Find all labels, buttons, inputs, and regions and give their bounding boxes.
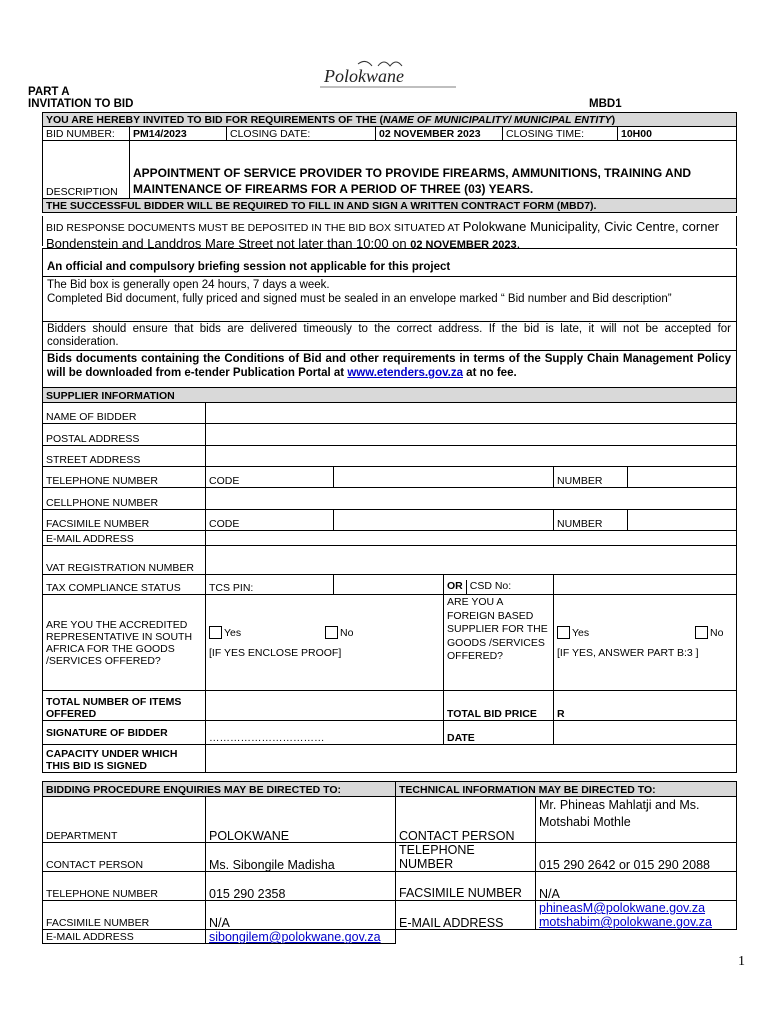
municipality-logo	[318, 60, 458, 90]
email-value	[206, 930, 396, 944]
street-label: STREET ADDRESS	[43, 446, 206, 467]
invite-prefix: YOU ARE HEREBY INVITED TO BID FOR REQUIREMENTS OF THE (	[46, 114, 383, 126]
accredited-yes-checkbox[interactable]	[209, 626, 222, 639]
department-value: POLOKWANE	[206, 797, 396, 843]
note-sealed: Completed Bid document, fully priced and signed must be sealed in an envelope marked “ Bid number and Bid description”	[47, 293, 672, 305]
capacity-label: CAPACITY UNDER WHICH THIS BID IS SIGNED	[43, 745, 206, 773]
contact-label: CONTACT PERSON	[43, 843, 206, 872]
telephone-value: 015 290 2358	[206, 872, 396, 901]
tel-number-label: NUMBER	[554, 467, 628, 488]
accredited-question: ARE YOU THE ACCREDITED REPRESENTATIVE IN SOUTH AFRICA FOR THE GOODS /SERVICES OFFERED?	[43, 595, 206, 691]
tech-telephone-label: TELEPHONE NUMBER	[396, 843, 536, 872]
foreign-no-checkbox[interactable]	[695, 626, 708, 639]
bid-number: PM14/2023	[130, 127, 227, 141]
email-label: E-MAIL ADDRESS	[43, 531, 206, 546]
tcs-field[interactable]	[334, 575, 444, 595]
deposit-end: .	[516, 236, 521, 251]
supplier-heading: SUPPLIER INFORMATION	[43, 388, 737, 403]
part-label: PART A	[28, 86, 70, 98]
page-title: INVITATION TO BID	[28, 98, 134, 110]
closing-time: 10H00	[618, 127, 737, 141]
foreign-answer	[554, 595, 737, 691]
signature-field[interactable]: ……………………………	[206, 721, 444, 745]
email-link[interactable]: sibongilem@polokwane.gov.za	[209, 930, 381, 944]
deposit-place: Polokwane Municipality, Civic Centre, corner Bondenstein and Landdros Mare Street not later than 10:00 on	[46, 219, 720, 251]
total-items-field[interactable]	[206, 691, 444, 721]
signature-label: SIGNATURE OF BIDDER	[43, 721, 206, 745]
tech-telephone-value: 015 290 2642 or 015 290 2088	[536, 843, 737, 872]
closing-time-label: CLOSING TIME:	[503, 127, 618, 141]
tech-email-label: E-MAIL ADDRESS	[396, 901, 536, 930]
fax-code-field[interactable]	[334, 510, 554, 531]
foreign-answer-note: [IF YES, ANSWER PART B:3 ]	[557, 646, 699, 659]
foreign-yes-checkbox[interactable]	[557, 626, 570, 639]
contact-value: Ms. Sibongile Madisha	[206, 843, 396, 872]
fax-code-label: CODE	[206, 510, 334, 531]
invite-suffix: )	[611, 114, 616, 126]
invite-row	[43, 113, 737, 127]
tax-label: TAX COMPLIANCE STATUS	[43, 575, 206, 595]
closing-date: 02 NOVEMBER 2023	[376, 127, 503, 141]
tech-contact-value: Mr. Phineas Mahlatji and Ms. Motshabi Mothle	[536, 797, 737, 843]
date-field[interactable]	[554, 721, 737, 745]
csd-cell	[444, 575, 554, 595]
bid-number-label: BID NUMBER:	[43, 127, 130, 141]
total-price-field[interactable]: R	[554, 691, 737, 721]
street-field[interactable]	[206, 446, 737, 467]
name-field[interactable]	[206, 403, 737, 424]
accredited-no-checkbox[interactable]	[325, 626, 338, 639]
accredited-answer	[206, 595, 444, 691]
tel-code-label: CODE	[206, 467, 334, 488]
tech-fax-label: FACSIMILE NUMBER	[396, 872, 536, 901]
accredited-options	[209, 623, 440, 643]
technical-heading: TECHNICAL INFORMATION MAY BE DIRECTED TO:	[396, 782, 737, 797]
contract-notice: THE SUCCESSFUL BIDDER WILL BE REQUIRED TO FILL IN AND SIGN A WRITTEN CONTRACT FORM (MBD7).	[43, 199, 737, 213]
department-label: DEPARTMENT	[43, 797, 206, 843]
foreign-question: ARE YOU A FOREIGN BASED SUPPLIER FOR THE GOODS /SERVICES OFFERED?	[444, 595, 554, 691]
tel-code-field[interactable]	[334, 467, 554, 488]
form-code: MBD1	[589, 98, 622, 110]
note-download	[47, 352, 731, 380]
vat-field[interactable]	[206, 546, 737, 575]
logo-wordmark: Polokwane	[324, 66, 404, 86]
download-suffix: at no fee.	[462, 367, 517, 379]
foreign-no-label: No	[709, 626, 724, 639]
date-label: DATE	[444, 721, 554, 745]
description-label: DESCRIPTION	[43, 141, 130, 199]
foreign-options	[557, 623, 733, 643]
accredited-no-label: No	[339, 626, 354, 639]
page-number: 1	[738, 954, 745, 969]
csd-field[interactable]	[554, 575, 737, 595]
capacity-field[interactable]	[206, 745, 737, 773]
email-field[interactable]	[206, 531, 737, 546]
bid-description: APPOINTMENT OF SERVICE PROVIDER TO PROVIDE FIREARMS, AMMUNITIONS, TRAINING AND MAINTENANCE OF FIREARMS FOR A PERIOD OF THREE (03) YEARS.	[130, 141, 737, 199]
enquiries-table	[42, 781, 737, 944]
tech-email-value	[536, 901, 737, 930]
accredited-yes-label: Yes	[224, 626, 242, 639]
cellphone-label: CELLPHONE NUMBER	[43, 488, 206, 510]
fax-value: N/A	[206, 901, 396, 930]
deposit-prefix: BID RESPONSE DOCUMENTS MUST BE DEPOSITED IN THE BID BOX SITUATED AT	[46, 222, 463, 234]
fax-label: FACSIMILE NUMBER	[43, 901, 206, 930]
vat-label: VAT REGISTRATION NUMBER	[43, 546, 206, 575]
accredited-enclose-note: [IF YES ENCLOSE PROOF]	[209, 646, 342, 659]
bid-info-table	[42, 112, 737, 213]
download-prefix: Bids documents containing the Conditions of Bid and other requirements in terms of the Supply Chain Management Policy will be downloaded from e-tender Publication Portal at	[47, 353, 731, 379]
fax-number-label: NUMBER	[554, 510, 628, 531]
etenders-link[interactable]: www.etenders.gov.za	[347, 367, 463, 379]
note-bid-box: The Bid box is generally open 24 hours, 7 days a week.	[47, 279, 330, 291]
fax-label: FACSIMILE NUMBER	[43, 510, 206, 531]
closing-date-label: CLOSING DATE:	[227, 127, 376, 141]
invite-entity: NAME OF MUNICIPALITY/ MUNICIPAL ENTITY	[383, 114, 612, 126]
tech-contact-label: CONTACT PERSON	[396, 797, 536, 843]
total-price-label: TOTAL BID PRICE	[444, 691, 554, 721]
cellphone-field[interactable]	[206, 488, 737, 510]
name-label: NAME OF BIDDER	[43, 403, 206, 424]
postal-label: POSTAL ADDRESS	[43, 424, 206, 446]
supplier-table	[42, 387, 737, 773]
tcs-label: TCS PIN:	[206, 575, 334, 595]
telephone-label: TELEPHONE NUMBER	[43, 872, 206, 901]
total-items-label: TOTAL NUMBER OF ITEMS OFFERED	[43, 691, 206, 721]
tel-number-field[interactable]	[628, 467, 737, 488]
postal-field[interactable]	[206, 424, 737, 446]
briefing-notice: An official and compulsory briefing session not applicable for this project	[47, 261, 451, 273]
tech-email-link-2[interactable]: motshabim@polokwane.gov.za	[539, 915, 712, 929]
deposit-date: 02 NOVEMBER 2023	[410, 239, 517, 251]
email-label: E-MAIL ADDRESS	[43, 930, 206, 944]
foreign-yes-label: Yes	[572, 626, 590, 639]
procedure-heading: BIDDING PROCEDURE ENQUIRIES MAY BE DIRECTED TO:	[43, 782, 396, 797]
fax-number-field[interactable]	[628, 510, 737, 531]
telephone-label: TELEPHONE NUMBER	[43, 467, 206, 488]
tech-fax-value: N/A	[536, 872, 737, 901]
or-label: OR	[447, 580, 463, 592]
csd-label: CSD No:	[466, 580, 514, 594]
note-timeously: Bidders should ensure that bids are delivered timeously to the correct address. If the bid is late, it will not be accepted for consideration.	[47, 323, 731, 348]
tech-email-link-1[interactable]: phineasM@polokwane.gov.za	[539, 901, 706, 915]
